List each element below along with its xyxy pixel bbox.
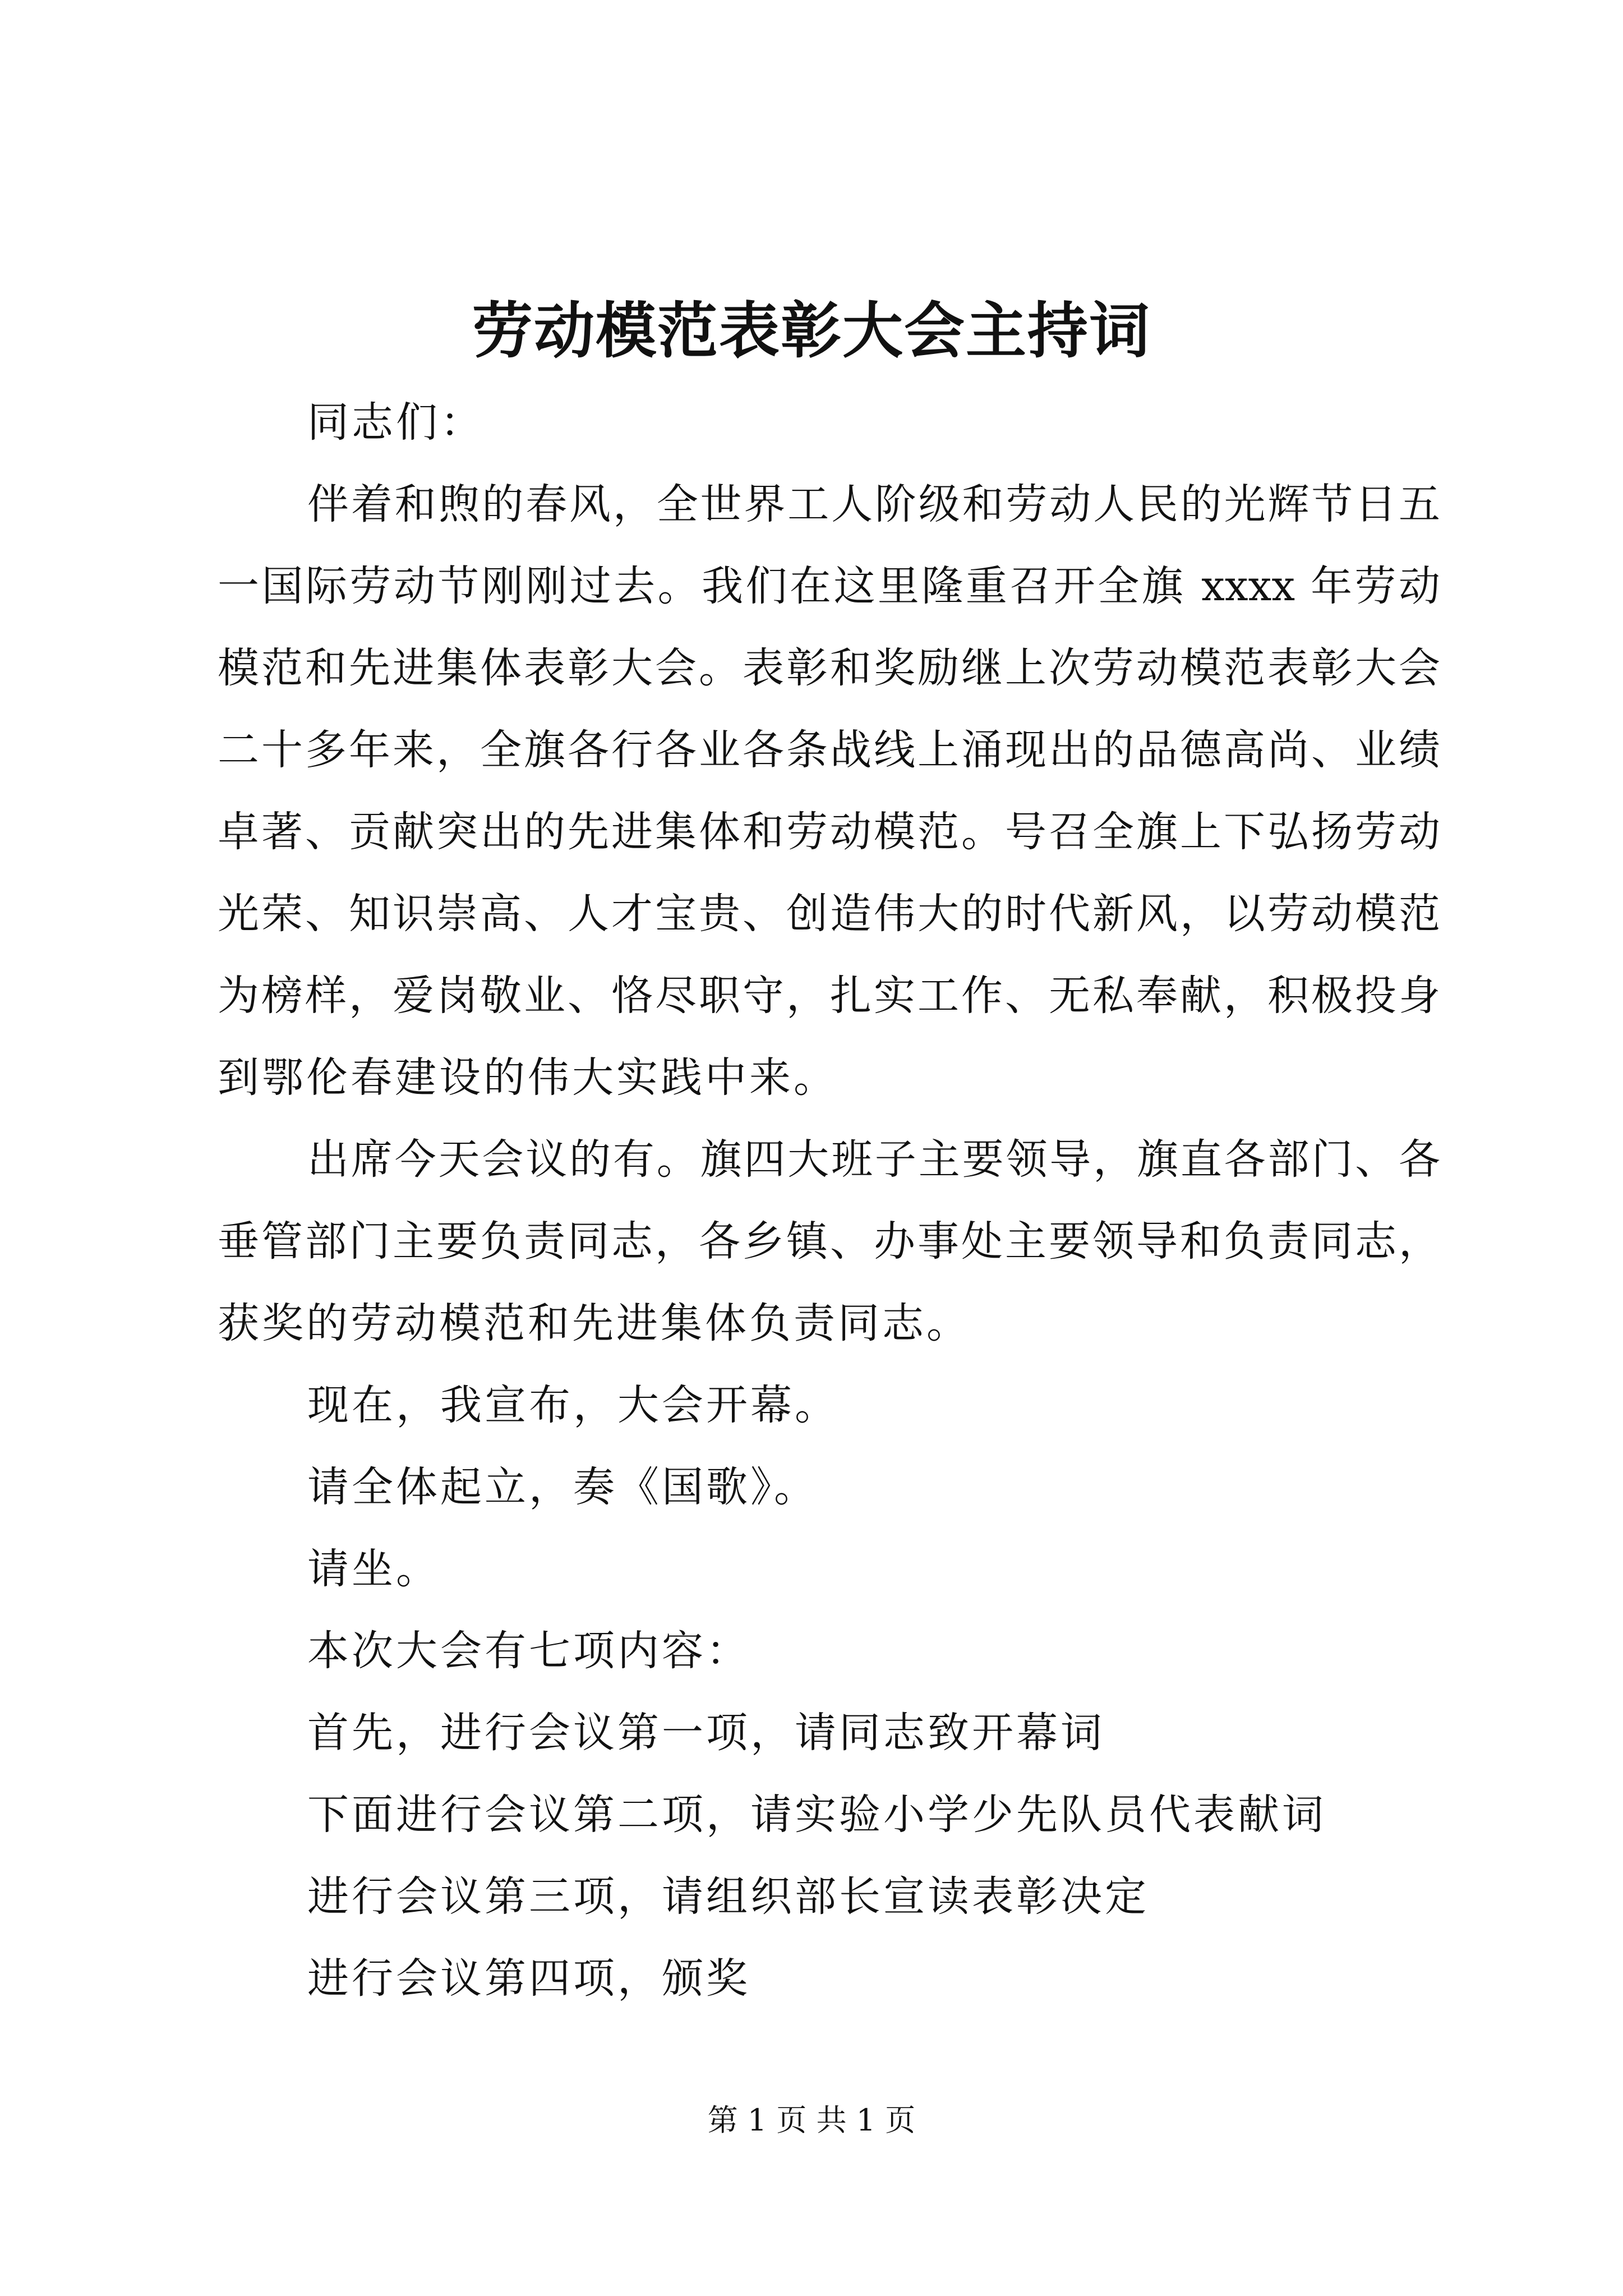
body-line: 请全体起立，奏《国歌》。 xyxy=(307,1463,818,1511)
body-line: 为榜样，爱岗敬业、恪尽职守，扎实工作、无私奉献，积极投身 xyxy=(218,972,1440,1020)
body-line: 垂管部门主要负责同志，各乡镇、办事处主要领导和负责同志， xyxy=(218,1217,1440,1266)
document-body xyxy=(218,381,1440,2019)
body-line: 出席今天会议的有。旗四大班子主要领导，旗直各部门、各 xyxy=(307,1135,1440,1184)
body-line: 获奖的劳动模范和先进集体负责同志。 xyxy=(218,1299,971,1347)
body-line: 进行会议第四项，颁奖 xyxy=(307,1954,750,2003)
body-line: 一国际劳动节刚刚过去。我们在这里隆重召开全旗 xxxx 年劳动 xyxy=(218,562,1440,610)
body-line: 现在，我宣布，大会开幕。 xyxy=(307,1381,839,1429)
body-line: 首先，进行会议第一项，请同志致开幕词 xyxy=(307,1709,1105,1757)
body-line: 进行会议第三项，请组织部长宣读表彰决定 xyxy=(307,1872,1149,1921)
body-line: 请坐。 xyxy=(307,1545,440,1593)
body-line: 下面进行会议第二项，请实验小学少先队员代表献词 xyxy=(307,1791,1326,1839)
body-line: 卓著、贡献突出的先进集体和劳动模范。号召全旗上下弘扬劳动 xyxy=(218,808,1440,856)
document-title: 劳动模范表彰大会主持词 xyxy=(472,296,1151,366)
body-line: 二十多年来，全旗各行各业各条战线上涌现出的品德高尚、业绩 xyxy=(218,726,1440,774)
body-line: 伴着和煦的春风，全世界工人阶级和劳动人民的光辉节日五 xyxy=(307,480,1440,528)
body-line: 模范和先进集体表彰大会。表彰和奖励继上次劳动模范表彰大会 xyxy=(218,644,1440,692)
body-line: 光荣、知识崇高、人才宝贵、创造伟大的时代新风，以劳动模范 xyxy=(218,890,1440,938)
page-footer: 第 1 页 共 1 页 xyxy=(707,2102,916,2138)
body-line: 同志们： xyxy=(307,398,485,447)
body-line: 本次大会有七项内容： xyxy=(307,1627,750,1675)
body-line: 到鄂伦春建设的伟大实践中来。 xyxy=(218,1053,838,1102)
